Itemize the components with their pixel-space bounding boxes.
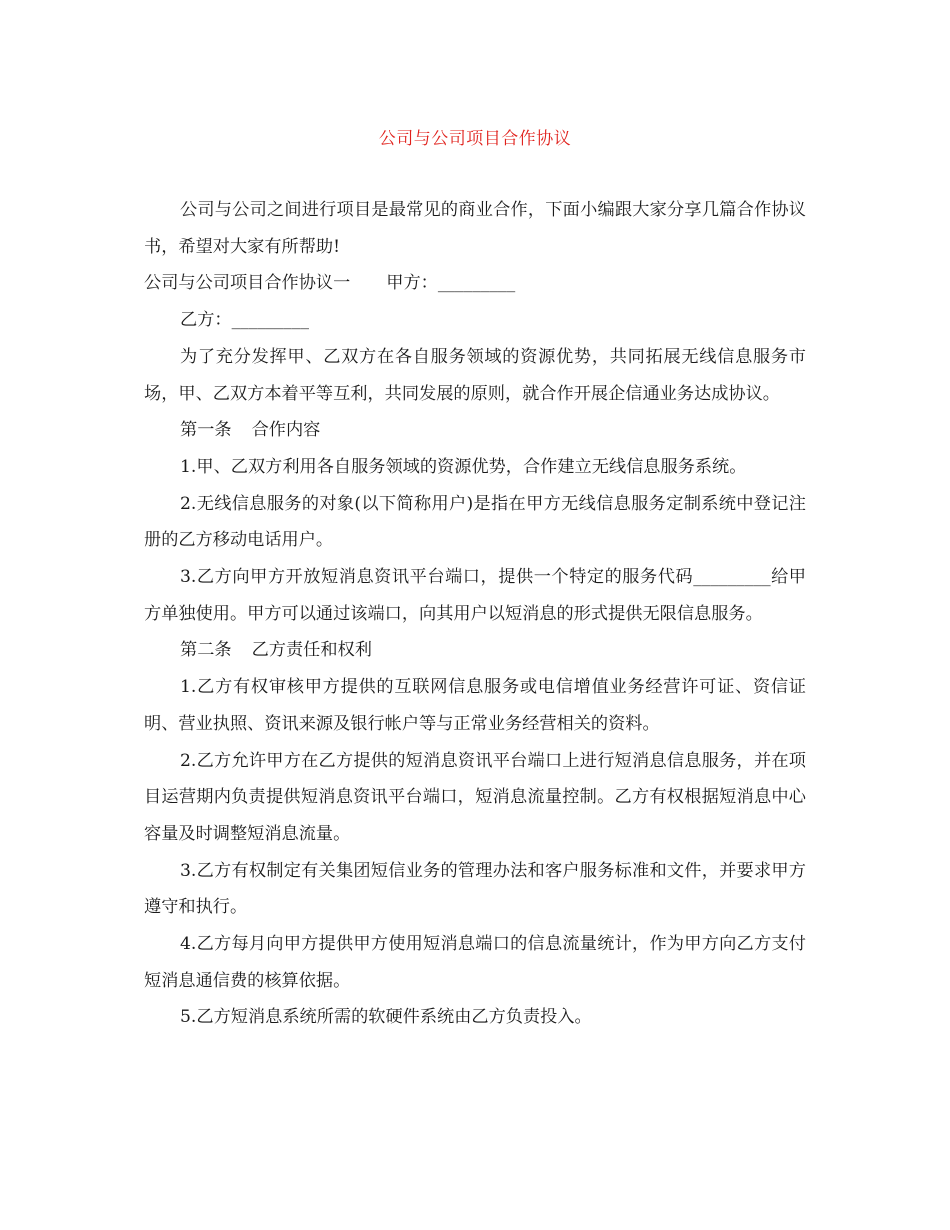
article-1-heading [144, 412, 806, 449]
article-1-item: 3.乙方向甲方开放短消息资讯平台端口，提供一个特定的服务代码_________给甲方单独使用。甲方可以通过该端口，向其用户以短消息的形式提供无限信息服务。 [144, 567, 806, 624]
intro-paragraph: 公司与公司之间进行项目是最常见的商业合作，下面小编跟大家分享几篇合作协议书，希望对大家有所帮助! [144, 200, 806, 257]
article-2-item: 1.乙方有权审核甲方提供的互联网信息服务或电信增值业务经营许可证、资信证明、营业执照、资讯来源及银行帐户等与正常业务经营相关的资料。 [144, 677, 806, 734]
article-2-heading [144, 632, 806, 669]
article-1-title: 合作内容 [251, 420, 321, 441]
agreement-heading-line [144, 265, 806, 302]
agreement-heading: 公司与公司项目合作协议一 [144, 273, 351, 294]
article-1-item: 2.无线信息服务的对象(以下简称用户)是指在甲方无线信息服务定制系统中登记注册的乙方移动电话用户。 [144, 493, 806, 551]
document-title: 公司与公司项目合作协议 [378, 129, 572, 149]
article-2-title: 乙方责任和权利 [251, 640, 372, 661]
party-b-field: 乙方：_________ [180, 310, 309, 331]
article-1-number: 第一条 [180, 420, 232, 441]
article-2-item: 4.乙方每月向甲方提供甲方使用短消息端口的信息流量统计，作为甲方向乙方支付短消息通信费的核算依据。 [144, 934, 806, 991]
article-2-item: 2.乙方允许甲方在乙方提供的短消息资讯平台端口上进行短消息信息服务，并在项目运营期内负责提供短消息资讯平台端口，短消息流量控制。乙方有权根据短消息中心容量及时调整短消息流量。 [144, 750, 806, 844]
article-2-item: 5.乙方短消息系统所需的软硬件系统由乙方负责投入。 [180, 1007, 592, 1028]
document-body [144, 192, 806, 1036]
article-2-item: 3.乙方有权制定有关集团短信业务的管理办法和客户服务标准和文件，并要求甲方遵守和执行。 [144, 860, 806, 918]
article-1-item: 1.甲、乙双方利用各自服务领域的资源优势，合作建立无线信息服务系统。 [180, 456, 747, 477]
article-2-number: 第二条 [180, 640, 232, 661]
party-a-field: 甲方：_________ [386, 273, 516, 294]
preamble-paragraph: 为了充分发挥甲、乙双方在各自服务领域的资源优势，共同拓展无线信息服务市场，甲、乙双方本着平等互利，共同发展的原则，就合作开展企信通业务达成协议。 [144, 346, 806, 404]
